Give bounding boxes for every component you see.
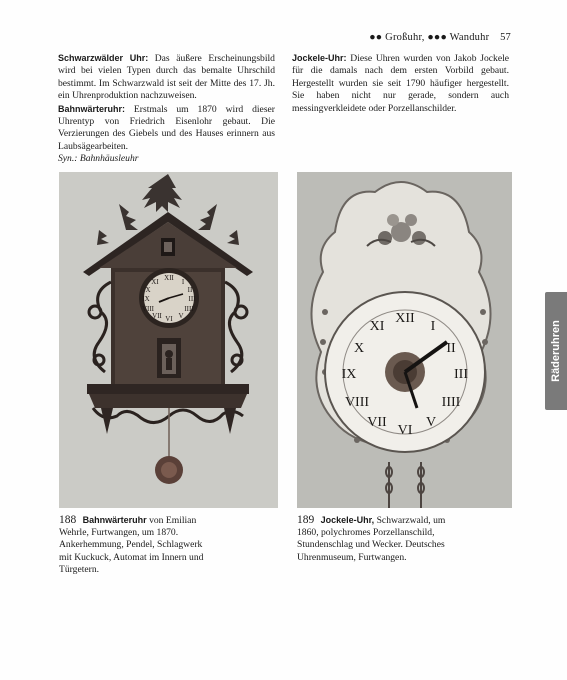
svg-text:XI: XI (151, 278, 159, 286)
svg-text:VII: VII (367, 415, 387, 430)
synonym-line: Syn.: Bahnhäusleuhr (58, 153, 139, 165)
svg-text:III: III (454, 367, 468, 382)
figure-number: 189 (297, 514, 315, 526)
svg-text:VI: VI (397, 423, 413, 438)
caption-text: Schwarzwald, um 1860, polychromes Porzellanschild, Stundenschlag und Wecker. Deutsches Uhrenmuseum, Furtwangen. (297, 515, 446, 563)
header-section-großuhr: ●● Großuhr, (369, 32, 425, 43)
svg-text:V: V (425, 415, 437, 430)
paragraph-schwarzwaelder-uhr (58, 52, 275, 103)
running-header (369, 32, 511, 43)
svg-text:IX: IX (341, 367, 357, 382)
svg-text:V: V (178, 312, 184, 320)
paragraph-bahnwaerteruhr (58, 103, 275, 154)
svg-text:VIII: VIII (141, 305, 155, 313)
svg-text:XII: XII (395, 311, 415, 326)
photo-bahnwaerteruhr (59, 172, 278, 508)
definition-bahnwaerteruhr: Erstmals um 1870 wird dieser Uhrentyp von Friedrich Eisenlohr gebaut. Die Verzierungen des Giebels und des Hauses erinnern aus Laubsägearbeiten. (58, 103, 276, 152)
svg-text:X: X (145, 286, 151, 294)
term-bahnwaerteruhr: Bahnwärteruhr: (58, 103, 126, 114)
caption-title: Bahnwärteruhr (82, 515, 147, 525)
svg-text:II: II (187, 286, 193, 294)
photo-jockele-uhr (297, 172, 512, 508)
svg-text:XI: XI (369, 319, 385, 334)
caption-text: von Emilian Wehrle, Furtwangen, um 1870. Ankerhemmung, Pendel, Schlagwerk mit Kuckuck, Automat im Innern und Türgetern. (59, 515, 204, 575)
cuckoo-clock-illustration (59, 172, 278, 508)
svg-text:II: II (446, 341, 456, 356)
svg-text:VII: VII (152, 312, 162, 320)
paragraph-jockele-uhr (292, 52, 509, 115)
caption-title: Jockele-Uhr, (320, 515, 375, 525)
svg-text:I: I (181, 278, 185, 286)
jockele-clock-illustration (297, 172, 512, 508)
term-schwarzwaelder-uhr: Schwarzwälder Uhr: (58, 53, 149, 63)
chapter-tab-label: Räderuhren (550, 320, 562, 382)
svg-text:IX: IX (142, 295, 150, 303)
chapter-tab-raederuhren (545, 292, 567, 410)
svg-text:I: I (430, 319, 436, 334)
caption-bahnwaerteruhr (59, 514, 209, 576)
svg-text:X: X (353, 341, 365, 356)
figure-number: 188 (59, 514, 77, 526)
header-section-wanduhr: ●●● Wanduhr (427, 32, 490, 43)
definition-schwarzwaelder-uhr: Das äußere Erscheinungsbild wird bei vielen Typen durch das bemalte Uhrschild bestimmt. Im Schwarzwald ist seit der Mitte des 17. Jh. ein Uhrenproduktion nachzuweisen. (58, 53, 275, 102)
svg-text:III: III (188, 295, 196, 303)
page-number: 57 (500, 32, 511, 43)
svg-text:VIII: VIII (344, 395, 370, 410)
term-jockele-uhr: Jockele-Uhr: (292, 53, 347, 63)
svg-text:IIII: IIII (184, 305, 194, 313)
svg-text:VI: VI (165, 315, 173, 323)
svg-text:XII: XII (164, 274, 174, 282)
left-text-column (58, 52, 275, 166)
right-text-column (292, 52, 509, 115)
definition-jockele-uhr: Diese Uhren wurden von Jakob Jockele für die damals nach dem ersten Vorbild gebaut. Hergestellt wurden sie seit 1790 häufiger hergestellt. Sie haben nicht nur gerade, sondern auch messingverkleidete oder Porzellanschilder. (292, 53, 510, 114)
svg-text:IIII: IIII (441, 395, 461, 410)
caption-jockele-uhr (297, 514, 447, 564)
